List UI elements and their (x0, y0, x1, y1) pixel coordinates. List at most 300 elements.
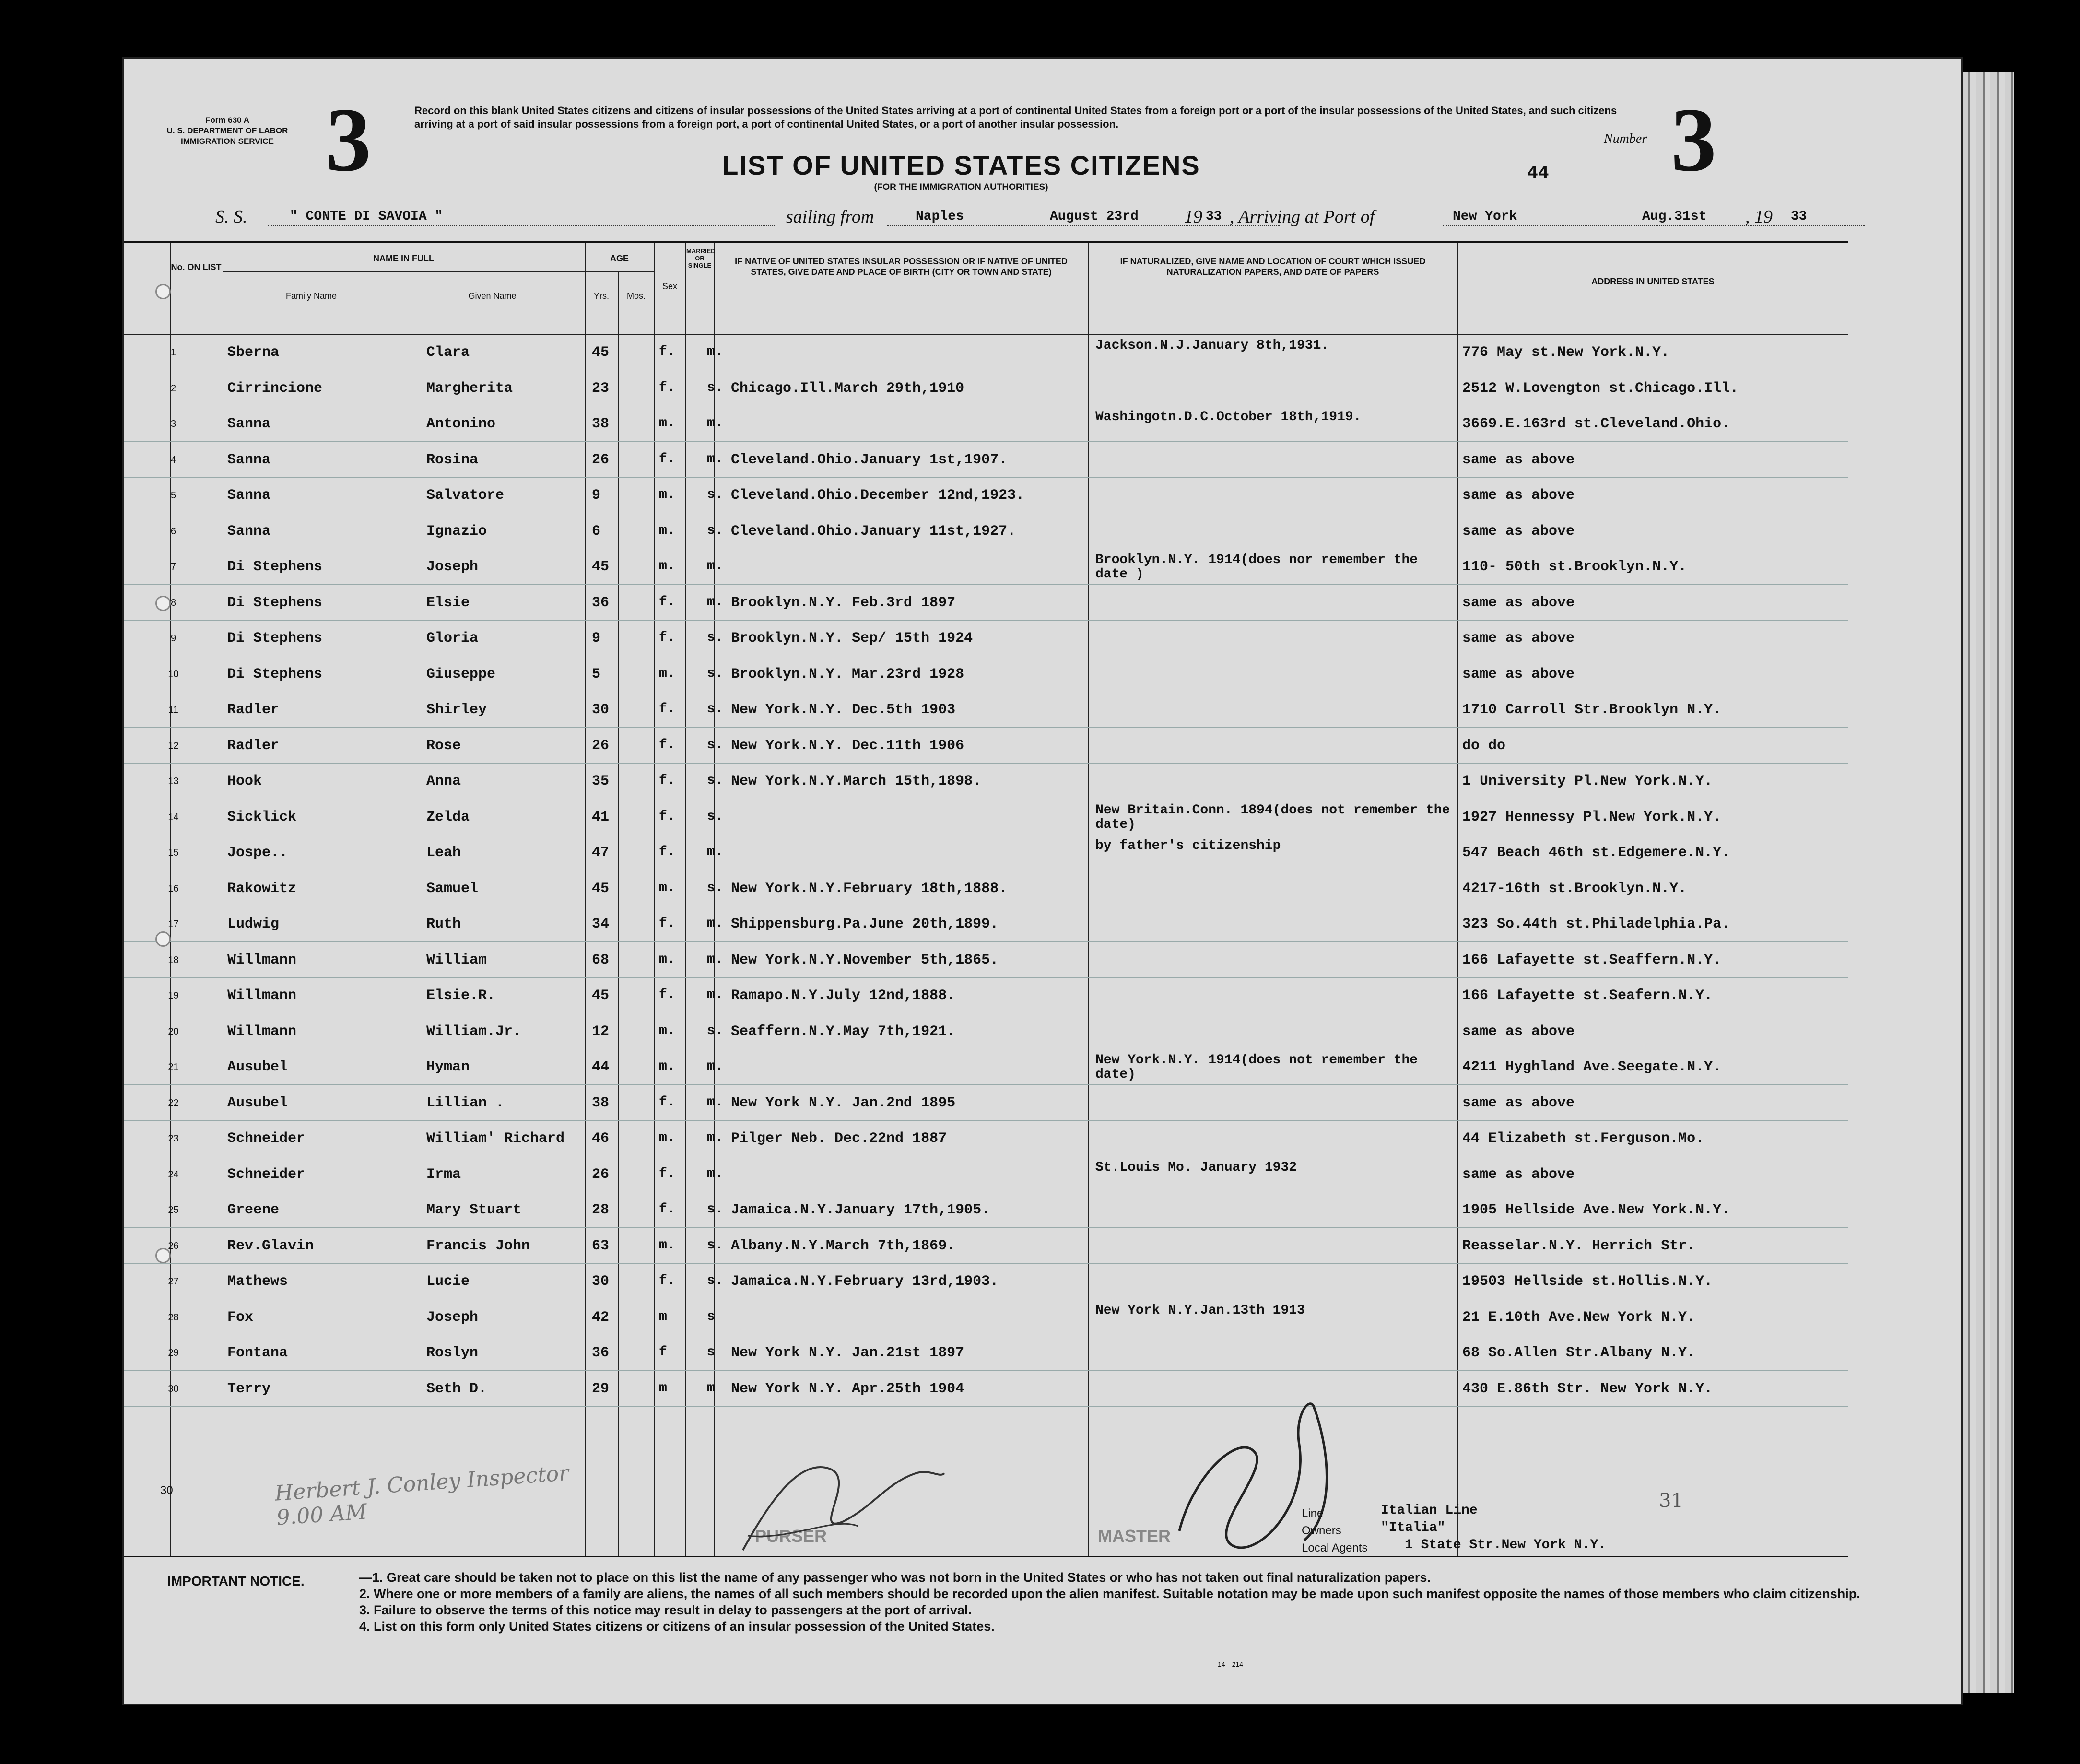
given-name: Antonino (426, 416, 496, 432)
family-name: Sanna (227, 416, 271, 432)
departure-port: Naples (916, 209, 964, 224)
age-years: 63 (592, 1237, 610, 1254)
age-years: 36 (592, 594, 610, 611)
birth-info: New York.N.Y.November 5th,1865. (731, 952, 999, 968)
column-name-in-full: NAME IN FULL (373, 254, 434, 263)
table-row (124, 478, 1848, 513)
address: same as above (1462, 1023, 1575, 1040)
given-name: Ignazio (426, 523, 487, 540)
form-identifier: Form 630 A U. S. DEPARTMENT OF LABOR IMMIGRATION SERVICE (166, 116, 288, 146)
family-name: Jospe.. (227, 845, 288, 861)
row-number: 23 (168, 1133, 179, 1144)
table-row (124, 1049, 1848, 1085)
number-label: Number (1604, 131, 1647, 146)
arrival-year-prefix: , 19 (1745, 207, 1773, 227)
marital-status: s. (707, 380, 723, 395)
given-name: Shirley (426, 702, 487, 718)
marital-status: s. (707, 809, 723, 824)
birth-info: Cleveland.Ohio.January 11st,1927. (731, 523, 1016, 540)
age-years: 34 (592, 916, 610, 932)
passenger-table (124, 241, 1848, 1557)
given-name: William (426, 952, 487, 968)
marital-status: s. (707, 1273, 723, 1288)
departure-year-prefix: 19 (1184, 207, 1202, 227)
sex: m. (659, 487, 675, 502)
address: same as above (1462, 523, 1575, 540)
column-age: AGE (610, 254, 629, 263)
family-name: Sberna (227, 344, 280, 361)
naturalization-info: New York N.Y.Jan.13th 1913 (1095, 1303, 1305, 1318)
marital-status: s. (707, 487, 723, 502)
birth-info: New York.N.Y.February 18th,1888. (731, 880, 1008, 897)
address: 1710 Carroll Str.Brooklyn N.Y. (1462, 702, 1722, 718)
line-value: Italian Line (1381, 1503, 1478, 1518)
age-years: 30 (592, 1273, 610, 1290)
marital-status: m. (707, 1059, 723, 1074)
record-instructions: Record on this blank United States citizens and citizens of insular possessions of the United States arriving at a port of continental United States from a foreign port or a port of the insular possessions of the United States, and such citizens arriving at a port of said insular possessions from a foreign port, a port of continental United States, or a port of another insular possession. (414, 105, 1617, 130)
age-years: 28 (592, 1202, 610, 1218)
age-years: 46 (592, 1130, 610, 1147)
age-years: 45 (592, 344, 610, 361)
age-years: 26 (592, 737, 610, 754)
address: 4217-16th st.Brooklyn.N.Y. (1462, 880, 1687, 897)
address: 1927 Hennessy Pl.New York.N.Y. (1462, 809, 1722, 825)
row-number: 18 (168, 954, 179, 965)
table-row (124, 1371, 1848, 1407)
extra-row-number: 30 (160, 1484, 173, 1497)
marital-status: s. (707, 1237, 723, 1253)
sex: m. (659, 416, 675, 431)
arrival-year: 33 (1791, 209, 1807, 224)
marital-status: m. (707, 1094, 723, 1110)
family-name: Rev.Glavin (227, 1237, 314, 1254)
given-name: Hyman (426, 1059, 470, 1075)
age-years: 26 (592, 1166, 610, 1183)
departure-date: August 23rd (1050, 209, 1139, 224)
family-name: Fox (227, 1309, 254, 1326)
given-name: Clara (426, 344, 470, 361)
table-row (124, 1228, 1848, 1264)
family-name: Willmann (227, 1023, 297, 1040)
birth-info: Chicago.Ill.March 29th,1910 (731, 380, 964, 397)
address: 21 E.10th Ave.New York N.Y. (1462, 1309, 1696, 1326)
given-name: Zelda (426, 809, 470, 825)
table-row (124, 764, 1848, 799)
ss-label: S. S. (215, 207, 247, 227)
given-name: Francis John (426, 1237, 530, 1254)
row-number: 12 (168, 740, 179, 751)
address: same as above (1462, 594, 1575, 611)
family-name: Radler (227, 737, 280, 754)
table-row (124, 728, 1848, 764)
manifest-sheet (122, 57, 1963, 1705)
age-years: 26 (592, 451, 610, 468)
age-years: 12 (592, 1023, 610, 1040)
marital-status: s. (707, 737, 723, 753)
given-name: William.Jr. (426, 1023, 522, 1040)
birth-info: New York N.Y. Jan.21st 1897 (731, 1345, 964, 1361)
age-years: 45 (592, 988, 610, 1004)
binder-hole (155, 1248, 171, 1263)
marital-status: s (707, 1345, 715, 1360)
address: 3669.E.163rd st.Cleveland.Ohio. (1462, 416, 1730, 432)
sex: m. (659, 559, 675, 574)
address: 430 E.86th Str. New York N.Y. (1462, 1380, 1713, 1397)
given-name: Margherita (426, 380, 513, 397)
address: same as above (1462, 1094, 1575, 1111)
notice-heading: IMPORTANT NOTICE. (167, 1574, 305, 1588)
family-name: Radler (227, 702, 280, 718)
birth-info: Jamaica.N.Y.February 13rd,1903. (731, 1273, 999, 1290)
table-row (124, 942, 1848, 978)
sex: m. (659, 1023, 675, 1038)
marital-status: m. (707, 952, 723, 967)
given-name: Elsie.R. (426, 988, 496, 1004)
age-years: 30 (592, 702, 610, 718)
sex: f. (659, 845, 675, 859)
notice-item-3: 3. Failure to observe the terms of this notice may result in delay to passengers at the port of arrival. (359, 1603, 972, 1617)
address: same as above (1462, 1166, 1575, 1183)
given-name: Ruth (426, 916, 461, 932)
address: do do (1462, 737, 1506, 754)
family-name: Schneider (227, 1130, 306, 1147)
sex: f. (659, 1202, 675, 1217)
sex: f. (659, 594, 675, 610)
birth-info: New York N.Y. Jan.2nd 1895 (731, 1094, 956, 1111)
table-row (124, 549, 1848, 585)
given-name: Mary Stuart (426, 1202, 522, 1218)
marital-status: m. (707, 344, 723, 359)
column-yrs: Yrs. (593, 291, 609, 301)
birth-info: New York.N.Y.March 15th,1898. (731, 773, 982, 789)
table-row (124, 1121, 1848, 1156)
naturalization-info: by father's citizenship (1095, 838, 1281, 853)
given-name: Irma (426, 1166, 461, 1183)
given-name: Giuseppe (426, 666, 496, 682)
sex: m. (659, 523, 675, 538)
row-number: 22 (168, 1097, 179, 1108)
family-name: Sanna (227, 487, 271, 504)
birth-info: Jamaica.N.Y.January 17th,1905. (731, 1202, 990, 1218)
column-given-name: Given Name (468, 291, 517, 301)
agents-label: Local Agents (1302, 1541, 1368, 1554)
given-name: Roslyn (426, 1345, 479, 1361)
table-row (124, 1157, 1848, 1192)
row-number: 10 (168, 669, 179, 680)
table-row (124, 1264, 1848, 1299)
sex: f. (659, 702, 675, 717)
row-number: 29 (168, 1348, 179, 1358)
sex: m (659, 1309, 667, 1324)
table-row (124, 800, 1848, 835)
sex: f (659, 1345, 667, 1360)
birth-info: Brooklyn.N.Y. Mar.23rd 1928 (731, 666, 964, 682)
given-name: Gloria (426, 630, 479, 647)
family-name: Schneider (227, 1166, 306, 1183)
row-number: 17 (168, 919, 179, 929)
marital-status: m. (707, 1130, 723, 1145)
address: Reasselar.N.Y. Herrich Str. (1462, 1237, 1696, 1254)
column-family-name: Family Name (285, 291, 337, 301)
row-number: 28 (168, 1312, 179, 1323)
row-number: 2 (170, 383, 176, 394)
family-name: Cirrincione (227, 380, 323, 397)
table-row (124, 906, 1848, 942)
row-number: 19 (168, 990, 179, 1001)
table-row (124, 1085, 1848, 1121)
sex: m. (659, 880, 675, 895)
given-name: Rose (426, 737, 461, 754)
naturalization-info: Brooklyn.N.Y. 1914(does nor remember the date ) (1095, 553, 1418, 582)
age-years: 38 (592, 416, 610, 432)
notice-item-2: 2. Where one or more members of a family are aliens, the names of all such members should be recorded upon the alien manifest. Suitable notation may be made upon such manifest opposite the names of those members who claim citizenship. (359, 1587, 1860, 1601)
sheet-count: 44 (1527, 163, 1549, 184)
family-name: Willmann (227, 988, 297, 1004)
address: same as above (1462, 451, 1575, 468)
marital-status: m (707, 1380, 715, 1396)
age-years: 38 (592, 1094, 610, 1111)
family-name: Mathews (227, 1273, 288, 1290)
table-row (124, 406, 1848, 442)
age-years: 9 (592, 487, 601, 504)
family-name: Di Stephens (227, 594, 323, 611)
sex: f. (659, 630, 675, 645)
family-name: Ludwig (227, 916, 280, 932)
address: 1905 Hellside Ave.New York.N.Y. (1462, 1202, 1730, 1218)
column-address: ADDRESS IN UNITED STATES (1591, 277, 1715, 286)
marital-status: m. (707, 845, 723, 859)
marital-status: s. (707, 630, 723, 645)
family-name: Sicklick (227, 809, 297, 825)
table-row (124, 585, 1848, 621)
column-birth: IF NATIVE OF UNITED STATES INSULAR POSSESSION OR IF NATIVE OF UNITED STATES, GIVE DATE AND PLACE OF BIRTH (CITY OR TOWN AND STATE) (735, 257, 1068, 277)
age-years: 35 (592, 773, 610, 789)
table-row (124, 335, 1848, 370)
row-number: 21 (168, 1062, 179, 1072)
birth-info: New York.N.Y. Dec.11th 1906 (731, 737, 964, 754)
sex: f. (659, 1273, 675, 1288)
purser-signature (714, 1440, 954, 1564)
sex: f. (659, 773, 675, 788)
age-years: 6 (592, 523, 601, 540)
row-number: 3 (170, 419, 176, 429)
column-sex: Sex (662, 282, 678, 291)
sex: f. (659, 988, 675, 1002)
arriving-label: , Arriving at Port of (1230, 207, 1375, 227)
table-row (124, 1014, 1848, 1049)
table-row (124, 978, 1848, 1013)
birth-info: Brooklyn.N.Y. Feb.3rd 1897 (731, 594, 956, 611)
marital-status: m. (707, 559, 723, 574)
row-number: 27 (168, 1276, 179, 1287)
row-number: 14 (168, 811, 179, 823)
sex: m (659, 1380, 667, 1396)
page-subtitle: (FOR THE IMMIGRATION AUTHORITIES) (874, 182, 1048, 192)
sex: m. (659, 952, 675, 967)
birth-info: Cleveland.Ohio.January 1st,1907. (731, 451, 1008, 468)
row-number: 5 (170, 490, 176, 501)
row-number: 11 (168, 705, 178, 715)
row-number: 25 (168, 1205, 179, 1215)
arrival-port: New York (1453, 209, 1517, 224)
table-row (124, 1335, 1848, 1371)
given-name: Seth D. (426, 1380, 487, 1397)
given-name: Joseph (426, 1309, 479, 1326)
left-sheet-number: 3 (326, 90, 371, 190)
age-years: 23 (592, 380, 610, 397)
birth-info: New York N.Y. Apr.25th 1904 (731, 1380, 964, 1397)
family-name: Rakowitz (227, 880, 297, 897)
row-number: 4 (170, 454, 176, 465)
marital-status: s. (707, 880, 723, 895)
owners-value: "Italia" (1381, 1520, 1445, 1535)
sailing-label: sailing from (786, 207, 874, 227)
address: 44 Elizabeth st.Ferguson.Mo. (1462, 1130, 1704, 1147)
address: 323 So.44th st.Philadelphia.Pa. (1462, 916, 1730, 932)
birth-info: Ramapo.N.Y.July 12nd,1888. (731, 988, 956, 1004)
family-name: Di Stephens (227, 559, 323, 575)
row-number: 24 (168, 1169, 179, 1180)
row-number: 9 (170, 633, 176, 644)
naturalization-info: Washingotn.D.C.October 18th,1919. (1095, 410, 1362, 424)
sex: m. (659, 666, 675, 681)
binder-hole (155, 284, 171, 299)
naturalization-info: St.Louis Mo. January 1932 (1095, 1160, 1297, 1175)
notice-item-1: —1. Great care should be taken not to place on this list the name of any passenger who was not born in the United States or who has not taken out final naturalization papers. (359, 1570, 1431, 1585)
family-name: Di Stephens (227, 666, 323, 682)
family-name: Di Stephens (227, 630, 323, 647)
birth-info: Seaffern.N.Y.May 7th,1921. (731, 1023, 956, 1040)
birth-info: Shippensburg.Pa.June 20th,1899. (731, 916, 999, 932)
age-years: 68 (592, 952, 610, 968)
birth-info: Pilger Neb. Dec.22nd 1887 (731, 1130, 947, 1147)
age-years: 9 (592, 630, 601, 647)
age-years: 45 (592, 559, 610, 575)
given-name: Elsie (426, 594, 470, 611)
row-number: 16 (168, 883, 179, 894)
marital-status: s. (707, 1023, 723, 1038)
address: 166 Lafayette st.Seaffern.N.Y. (1462, 952, 1722, 968)
family-name: Greene (227, 1202, 280, 1218)
marital-status: s. (707, 702, 723, 717)
birth-info: New York.N.Y. Dec.5th 1903 (731, 702, 956, 718)
family-name: Sanna (227, 451, 271, 468)
naturalization-info: New York.N.Y. 1914(does not remember the date) (1095, 1053, 1418, 1082)
marital-status: m. (707, 594, 723, 610)
age-years: 36 (592, 1345, 610, 1361)
given-name: Rosina (426, 451, 479, 468)
family-name: Sanna (227, 523, 271, 540)
row-number: 8 (170, 597, 176, 608)
marital-status: m. (707, 916, 723, 931)
sex: f. (659, 1094, 675, 1110)
table-row (124, 514, 1848, 549)
birth-info: Brooklyn.N.Y. Sep/ 15th 1924 (731, 630, 973, 647)
departure-year: 33 (1206, 209, 1222, 224)
master-stamp: MASTER (1098, 1526, 1171, 1546)
sex: f. (659, 380, 675, 395)
age-years: 44 (592, 1059, 610, 1075)
address: 547 Beach 46th st.Edgemere.N.Y. (1462, 845, 1730, 861)
address: 166 Lafayette st.Seafern.N.Y. (1462, 988, 1713, 1004)
binder-hole (155, 596, 171, 611)
table-row (124, 371, 1848, 406)
family-name: Ausubel (227, 1059, 288, 1075)
column-naturalized: IF NATURALIZED, GIVE NAME AND LOCATION OF COURT WHICH ISSUED NATURALIZATION PAPERS, AND DATE OF PAPERS (1120, 257, 1426, 277)
sex: m. (659, 1130, 675, 1145)
row-number: 6 (170, 526, 176, 537)
marital-status: s. (707, 773, 723, 788)
naturalization-info: Jackson.N.J.January 8th,1931. (1095, 338, 1329, 353)
binder-hole (155, 931, 171, 947)
purser-stamp: PURSER (755, 1526, 827, 1546)
table-row (124, 442, 1848, 478)
address: 4211 Hyghland Ave.Seegate.N.Y. (1462, 1059, 1722, 1075)
column-marital: MARRIED OR SINGLE (686, 247, 716, 269)
table-row (124, 657, 1848, 692)
given-name: Samuel (426, 880, 479, 897)
family-name: Willmann (227, 952, 297, 968)
print-code: 14—214 (1218, 1660, 1243, 1668)
address: 19503 Hellside st.Hollis.N.Y. (1462, 1273, 1713, 1290)
row-number: 1 (170, 347, 176, 358)
age-years: 42 (592, 1309, 610, 1326)
address: 68 So.Allen Str.Albany N.Y. (1462, 1345, 1696, 1361)
age-years: 29 (592, 1380, 610, 1397)
row-number: 30 (168, 1383, 179, 1394)
notice-item-4: 4. List on this form only United States citizens or citizens of an insular possession of the United States. (359, 1619, 995, 1634)
naturalization-info: New Britain.Conn. 1894(does not remember the date) (1095, 802, 1450, 832)
age-years: 45 (592, 880, 610, 897)
age-years: 47 (592, 845, 610, 861)
marital-status: s. (707, 1202, 723, 1217)
given-name: Leah (426, 845, 461, 861)
marital-status: s. (707, 523, 723, 538)
sex: f. (659, 451, 675, 467)
marital-status: s. (707, 666, 723, 681)
address: 2512 W.Lovengton st.Chicago.Ill. (1462, 380, 1739, 397)
given-name: Joseph (426, 559, 479, 575)
family-name: Fontana (227, 1345, 288, 1361)
family-name: Terry (227, 1380, 271, 1397)
row-number: 20 (168, 1026, 179, 1037)
right-sheet-number: 3 (1671, 90, 1716, 190)
row-number: 15 (168, 847, 179, 858)
column-no: No. ON LIST (171, 262, 222, 272)
sex: f. (659, 737, 675, 753)
table-row (124, 1192, 1848, 1228)
row-number: 7 (170, 562, 176, 572)
family-name: Hook (227, 773, 262, 789)
address: same as above (1462, 666, 1575, 682)
address: same as above (1462, 487, 1575, 504)
marital-status: m. (707, 416, 723, 431)
table-row (124, 692, 1848, 728)
marital-status: s (707, 1309, 715, 1324)
age-years: 5 (592, 666, 601, 682)
marital-status: m. (707, 1166, 723, 1181)
table-row (124, 835, 1848, 870)
address: 776 May st.New York.N.Y. (1462, 344, 1670, 361)
given-name: Lillian . (426, 1094, 505, 1111)
sex: f. (659, 344, 675, 359)
owners-label: Owners (1302, 1524, 1341, 1537)
sex: m. (659, 1059, 675, 1074)
birth-info: Cleveland.Ohio.December 12nd,1923. (731, 487, 1025, 504)
voyage-line (215, 202, 1846, 231)
given-name: Salvatore (426, 487, 505, 504)
count-note: 31 (1659, 1490, 1683, 1512)
